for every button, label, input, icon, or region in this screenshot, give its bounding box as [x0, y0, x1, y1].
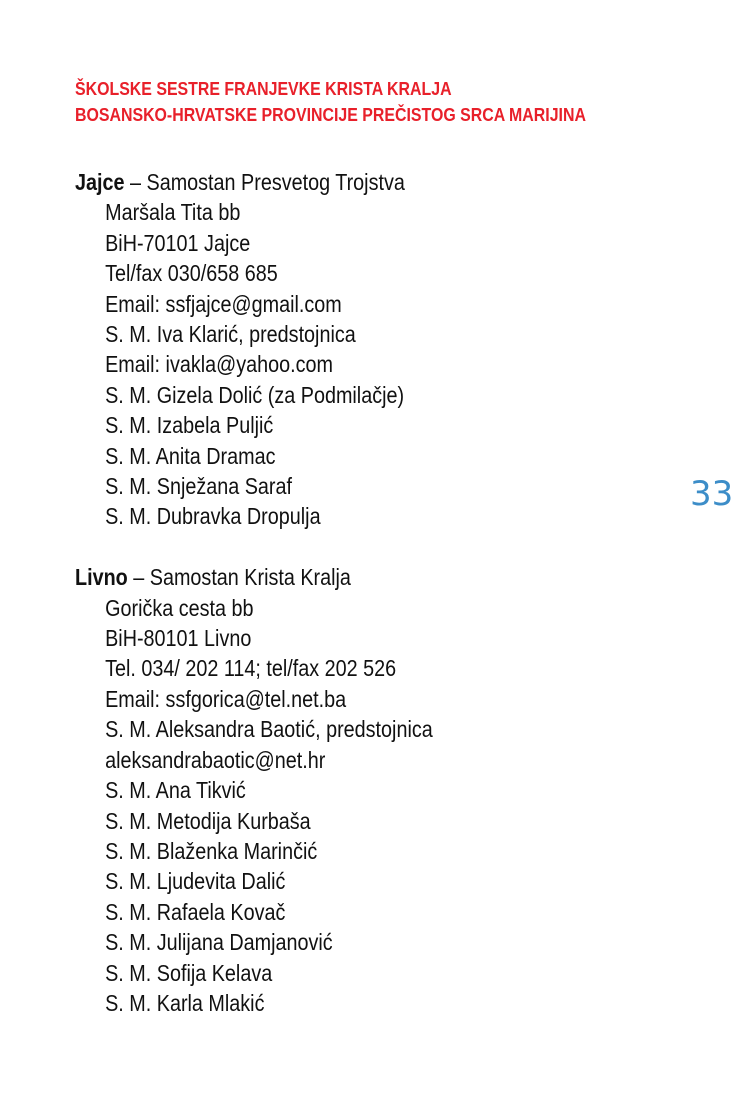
member-line: S. M. Ana Tikvić: [105, 777, 246, 804]
member-line: S. M. Gizela Dolić (za Podmilačje): [105, 381, 405, 408]
member-line: S. M. Dubravka Dropulja: [105, 503, 321, 530]
postal-line: BiH-80101 Livno: [105, 625, 252, 652]
member-line: S. M. Sofija Kelava: [105, 959, 273, 986]
member-line: S. M. Blaženka Marinčić: [105, 837, 318, 864]
document-header: [75, 76, 625, 128]
directory-content: [75, 167, 715, 1018]
page-number: 33: [690, 474, 734, 514]
member-line: S. M. Anita Dramac: [105, 442, 276, 469]
header-line-2: BOSANSKO-HRVATSKE PROVINCIJE PREČISTOG SRCA MARIJINA: [75, 104, 586, 125]
city-name: Jajce: [75, 169, 125, 195]
address-line: Gorička cesta bb: [105, 594, 254, 621]
section-jajce: [75, 167, 625, 532]
section-title: [75, 562, 625, 592]
member-line: S. M. Julijana Damjanović: [105, 929, 333, 956]
phone-line: Tel. 034/ 202 114; tel/fax 202 526: [105, 655, 397, 682]
house-name: Samostan Presvetog Trojstva: [146, 169, 405, 195]
header-line-1: ŠKOLSKE SESTRE FRANJEVKE KRISTA KRALJA: [75, 78, 452, 99]
email-line: Email: ivakla@yahoo.com: [105, 351, 333, 378]
email-line: aleksandrabaotic@net.hr: [105, 746, 326, 773]
member-line: S. M. Ljudevita Dalić: [105, 868, 286, 895]
member-line: S. M. Snježana Saraf: [105, 473, 293, 500]
email-line: Email: ssfjajce@gmail.com: [105, 290, 342, 317]
section-title: [75, 167, 625, 197]
member-line: S. M. Metodija Kurbaša: [105, 807, 311, 834]
member-line: S. M. Iva Klarić, predstojnica: [105, 321, 356, 348]
title-separator: –: [124, 169, 147, 195]
member-line: S. M. Rafaela Kovač: [105, 898, 286, 925]
phone-line: Tel/fax 030/658 685: [105, 260, 278, 287]
email-line: Email: ssfgorica@tel.net.ba: [105, 685, 347, 712]
member-line: S. M. Izabela Puljić: [105, 412, 274, 439]
member-line: S. M. Karla Mlakić: [105, 989, 265, 1016]
house-name: Samostan Krista Kralja: [149, 564, 351, 591]
title-separator: –: [127, 564, 150, 591]
member-line: S. M. Aleksandra Baotić, predstojnica: [105, 716, 433, 743]
postal-line: BiH-70101 Jajce: [105, 229, 251, 256]
address-line: Maršala Tita bb: [105, 199, 241, 226]
section-livno: [75, 562, 625, 1018]
city-name: Livno: [75, 564, 128, 591]
